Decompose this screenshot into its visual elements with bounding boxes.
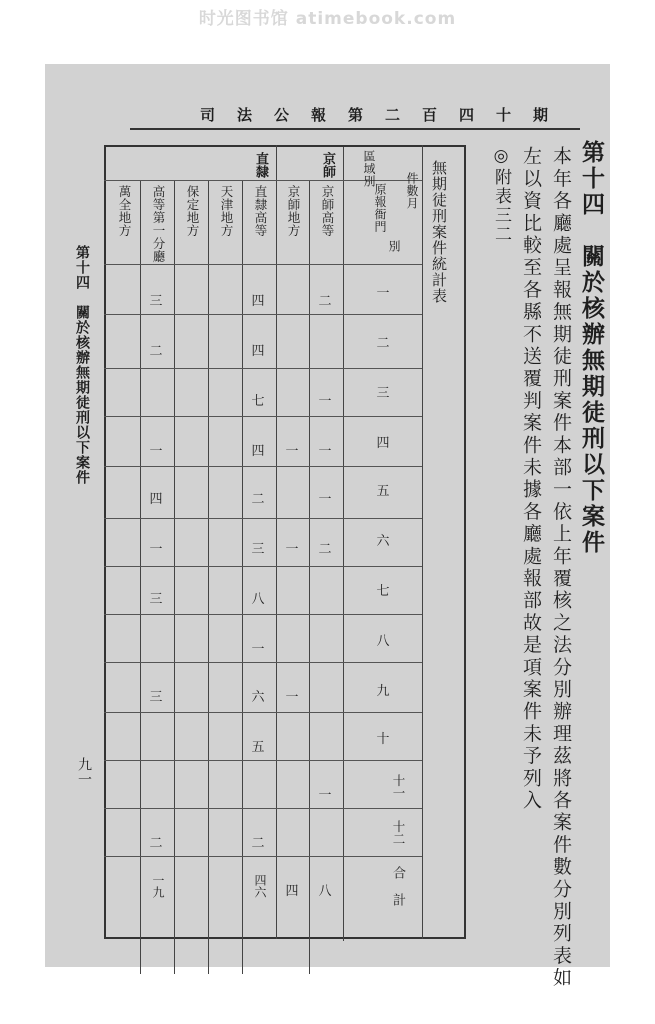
corner-suffix: 別 <box>387 240 401 253</box>
body-line-1: 本年各廳處呈報無期徒刑案件本部一依上年覆核之法分別辦理茲將各案件數分別列表如 <box>550 146 572 990</box>
table-caption: 無期徒刑案件統計表 <box>430 160 448 304</box>
table-cell: 四六 <box>253 874 267 898</box>
column-divider <box>174 180 175 974</box>
row-label: 萬全地方 <box>117 185 132 237</box>
row-divider <box>104 614 422 615</box>
row-divider <box>104 314 422 315</box>
appendix-label: ◎附表三二 <box>491 146 511 244</box>
table-cell: 二 <box>251 492 265 507</box>
table-cell: 二 <box>149 344 163 359</box>
section-title: 第十四 關於核辦無期徒刑以下案件 <box>578 140 605 556</box>
row-divider <box>104 466 422 467</box>
header-divider <box>104 264 422 265</box>
table-cell: 六 <box>251 690 265 705</box>
group-label-zhili: 直隸 <box>253 152 268 178</box>
table-cell: 一 <box>285 690 299 705</box>
month-header: 九 <box>376 684 390 699</box>
caption-divider <box>422 145 423 939</box>
table-cell: 一 <box>285 542 299 557</box>
table-cell: 二 <box>149 836 163 851</box>
table-cell: 七 <box>251 394 265 409</box>
row-label: 京師地方 <box>286 185 301 237</box>
row-divider <box>104 662 422 663</box>
month-header: 七 <box>376 584 390 599</box>
table-cell: 四 <box>251 444 265 459</box>
row-divider <box>104 760 422 761</box>
row-label: 保定地方 <box>185 185 200 237</box>
table-cell: 三 <box>251 542 265 557</box>
table-cell: 三 <box>149 294 163 309</box>
row-divider <box>104 566 422 567</box>
table-cell: 八 <box>318 884 332 899</box>
table-cell: 一 <box>318 444 332 459</box>
row-label: 高等第一分廳 <box>151 185 166 263</box>
corner-reporting-court: 原報衙門 <box>373 183 387 233</box>
table-cell: 四 <box>285 884 299 899</box>
table-cell: 一 <box>318 394 332 409</box>
table-cell: 四 <box>251 294 265 309</box>
month-header: 十一 <box>391 774 406 799</box>
month-header: 三 <box>376 386 390 401</box>
table-cell: 五 <box>251 740 265 755</box>
table-cell: 二 <box>318 542 332 557</box>
month-header: 六 <box>376 534 390 549</box>
table-cell: 八 <box>251 592 265 607</box>
table-cell: 一 <box>318 492 332 507</box>
body-line-2: 左以資比較至各縣不送覆判案件未據各廳處報部故是項案件未予列入 <box>520 146 542 812</box>
table-cell: 一 <box>318 788 332 803</box>
table-cell: 三 <box>149 690 163 705</box>
corner-count-month: 件數月 <box>405 172 419 210</box>
table-cell: 四 <box>251 344 265 359</box>
table-cell: 一 <box>149 542 163 557</box>
month-header: 四 <box>376 436 390 451</box>
row-divider <box>104 518 422 519</box>
row-divider <box>104 808 422 809</box>
corner-region: 區域別 <box>362 150 376 188</box>
side-label: 第十四 關於核辦無期徒刑以下案件 <box>74 245 90 485</box>
table-cell: 一 <box>149 444 163 459</box>
table-cell: 二 <box>318 294 332 309</box>
row-divider <box>104 416 422 417</box>
row-label: 直隸高等 <box>253 185 268 237</box>
watermark: 时光图书馆 atimebook.com <box>198 9 457 29</box>
month-header: 一 <box>376 286 390 301</box>
running-header: 司法公報第二百四十期 <box>199 106 570 124</box>
table-cell: 一 <box>251 642 265 657</box>
month-header-total: 合計 <box>390 866 405 920</box>
row-label: 天津地方 <box>219 185 234 237</box>
column-divider <box>208 180 209 974</box>
month-header: 二 <box>376 336 390 351</box>
row-divider <box>104 368 422 369</box>
group-label-jingshi: 京師 <box>320 152 335 178</box>
row-label: 京師高等 <box>320 185 335 237</box>
row-divider <box>104 712 422 713</box>
table-cell: 一九 <box>151 874 165 898</box>
table-cell: 三 <box>149 592 163 607</box>
table-cell: 一 <box>285 444 299 459</box>
table-cell: 四 <box>149 492 163 507</box>
header-rule <box>130 128 580 130</box>
column-divider <box>343 147 344 941</box>
month-header: 五 <box>376 484 390 499</box>
table-cell: 二 <box>251 836 265 851</box>
month-header: 十 <box>376 732 390 747</box>
month-header: 十二 <box>391 820 406 845</box>
month-header: 八 <box>376 634 390 649</box>
row-divider <box>104 856 422 857</box>
page-number: 九一 <box>76 757 92 787</box>
